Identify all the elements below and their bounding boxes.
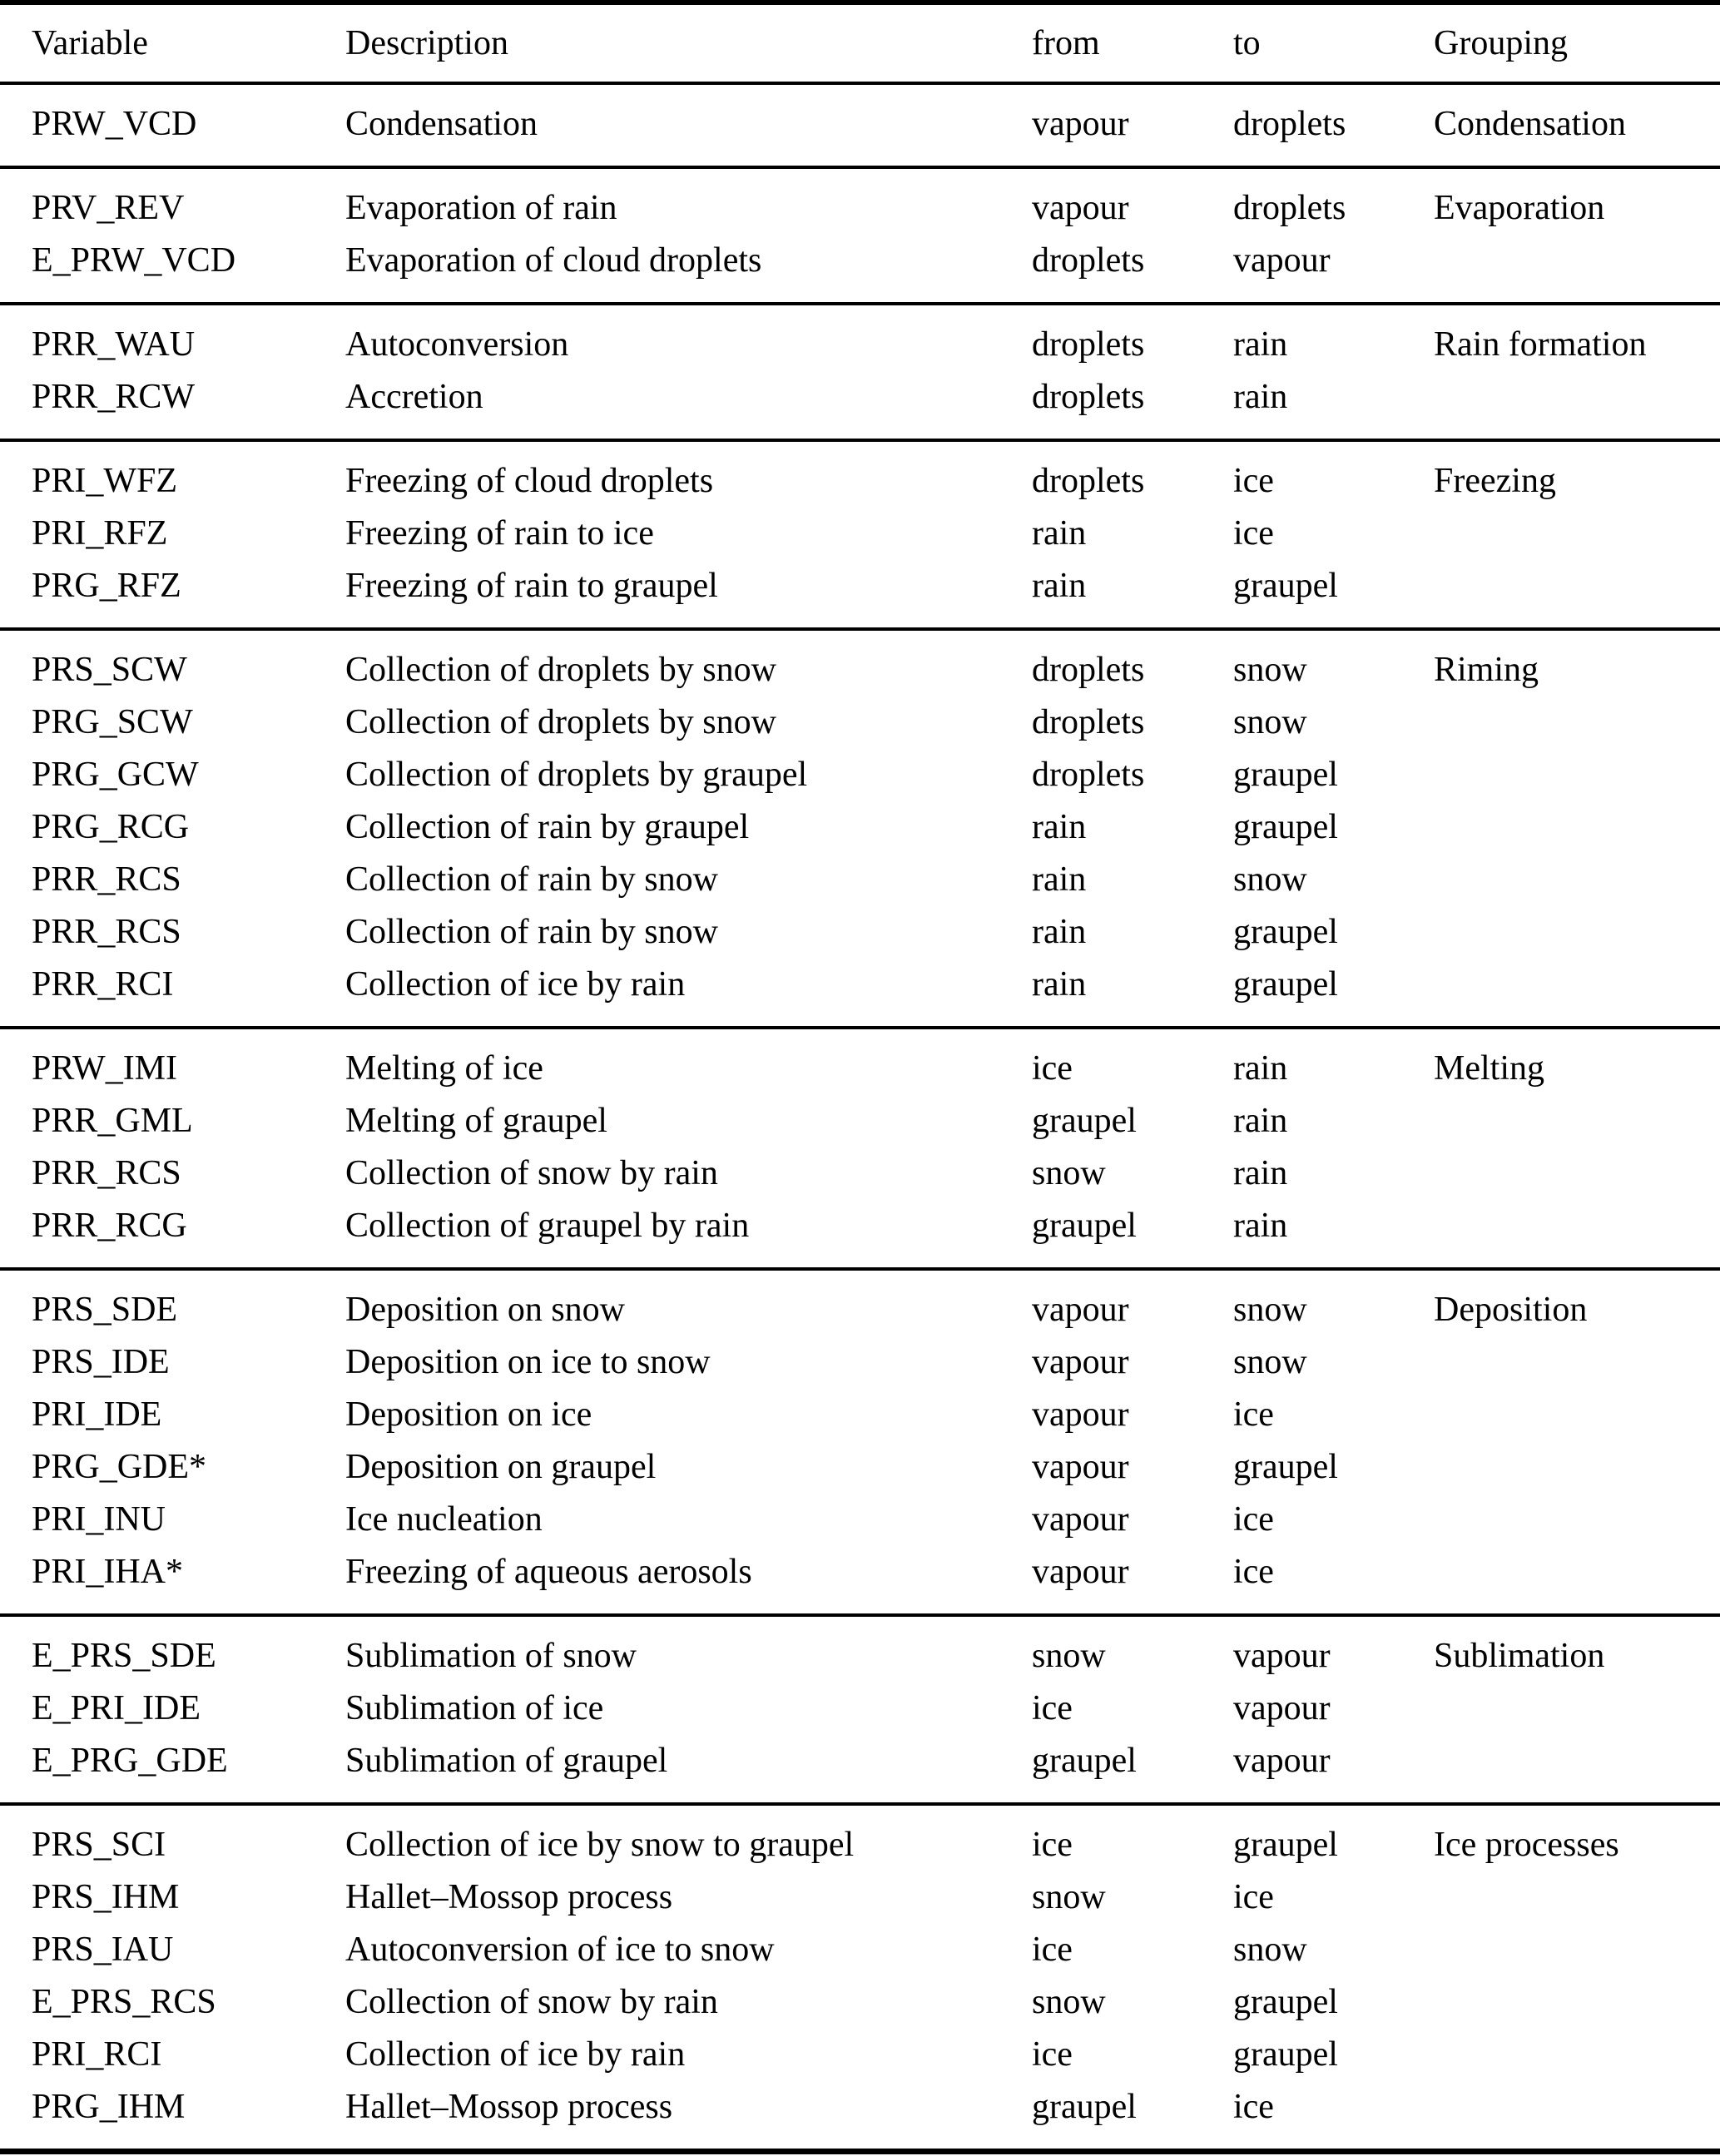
cell-variable: PRG_RCG bbox=[32, 808, 190, 846]
cell-to: snow bbox=[1233, 1930, 1307, 1969]
cell-description: Evaporation of rain bbox=[345, 189, 617, 227]
cell-from: ice bbox=[1032, 2035, 1073, 2074]
cell-grouping bbox=[1434, 235, 1720, 304]
cell-variable: E_PRS_RCS bbox=[32, 1983, 216, 2021]
cell-description: Sublimation of graupel bbox=[345, 1742, 668, 1780]
table-row bbox=[0, 167, 1720, 235]
cell-from: rain bbox=[1032, 567, 1087, 605]
cell-from: snow bbox=[1032, 1983, 1106, 2021]
cell-from: vapour bbox=[1032, 1291, 1129, 1329]
group-evaporation bbox=[0, 167, 1720, 304]
cell-grouping bbox=[1434, 371, 1720, 440]
cell-to: graupel bbox=[1233, 913, 1338, 951]
cell-from: snow bbox=[1032, 1154, 1106, 1192]
cell-variable: PRR_RCI bbox=[32, 965, 174, 1004]
cell-from: graupel bbox=[1032, 2088, 1137, 2126]
cell-grouping bbox=[1434, 696, 1720, 749]
table-row bbox=[0, 1546, 1720, 1615]
cell-from: droplets bbox=[1032, 651, 1145, 689]
cell-variable: PRS_IDE bbox=[32, 1343, 170, 1381]
group-condensation bbox=[0, 83, 1720, 167]
cell-variable: PRS_SCI bbox=[32, 1826, 166, 1864]
cell-grouping: Condensation bbox=[1434, 105, 1626, 143]
cell-variable: PRG_IHM bbox=[32, 2088, 186, 2126]
cell-to: snow bbox=[1233, 860, 1307, 899]
cell-description: Collection of ice by rain bbox=[345, 965, 686, 1004]
cell-description: Freezing of rain to graupel bbox=[345, 567, 718, 605]
cell-description: Collection of droplets by snow bbox=[345, 703, 776, 741]
cell-grouping bbox=[1434, 906, 1720, 959]
table-row bbox=[0, 854, 1720, 906]
cell-variable: PRW_IMI bbox=[32, 1049, 178, 1088]
cell-to: graupel bbox=[1233, 1983, 1338, 2021]
cell-from: ice bbox=[1032, 1930, 1073, 1969]
table-row bbox=[0, 1924, 1720, 1976]
cell-to: snow bbox=[1233, 1291, 1307, 1329]
cell-to: ice bbox=[1233, 462, 1274, 500]
cell-description: Freezing of rain to ice bbox=[345, 514, 654, 553]
table-row bbox=[0, 1804, 1720, 1871]
cell-grouping bbox=[1434, 1546, 1720, 1615]
cell-grouping bbox=[1434, 1494, 1720, 1546]
cell-variable: PRG_GCW bbox=[32, 756, 199, 794]
cell-variable: PRI_RCI bbox=[32, 2035, 162, 2074]
cell-to: graupel bbox=[1233, 567, 1338, 605]
cell-from: rain bbox=[1032, 514, 1087, 553]
cell-grouping bbox=[1434, 1200, 1720, 1269]
cell-grouping: Freezing bbox=[1434, 462, 1556, 500]
cell-description: Freezing of cloud droplets bbox=[345, 462, 714, 500]
table-row bbox=[0, 629, 1720, 696]
cell-to: vapour bbox=[1233, 1742, 1331, 1780]
cell-grouping: Sublimation bbox=[1434, 1637, 1605, 1675]
cell-grouping bbox=[1434, 2029, 1720, 2081]
cell-to: snow bbox=[1233, 1343, 1307, 1381]
cell-to: rain bbox=[1233, 1049, 1288, 1088]
cell-variable: PRG_SCW bbox=[32, 703, 193, 741]
cell-grouping: Ice processes bbox=[1434, 1826, 1619, 1864]
cell-from: ice bbox=[1032, 1826, 1073, 1864]
cell-variable: E_PRS_SDE bbox=[32, 1637, 216, 1675]
cell-from: ice bbox=[1032, 1689, 1073, 1727]
cell-description: Collection of rain by graupel bbox=[345, 808, 750, 846]
table-row bbox=[0, 83, 1720, 167]
cell-to: graupel bbox=[1233, 808, 1338, 846]
table-row bbox=[0, 1615, 1720, 1683]
cell-to: snow bbox=[1233, 651, 1307, 689]
cell-variable: PRR_RCG bbox=[32, 1207, 187, 1245]
cell-to: ice bbox=[1233, 1500, 1274, 1539]
cell-from: droplets bbox=[1032, 378, 1145, 416]
cell-variable: PRG_RFZ bbox=[32, 567, 181, 605]
cell-grouping bbox=[1434, 801, 1720, 854]
cell-from: droplets bbox=[1032, 703, 1145, 741]
cell-to: rain bbox=[1233, 1207, 1288, 1245]
cell-description: Deposition on ice to snow bbox=[345, 1343, 711, 1381]
cell-description: Melting of ice bbox=[345, 1049, 543, 1088]
column-header-description: Description bbox=[345, 24, 508, 62]
cell-variable: PRR_RCW bbox=[32, 378, 196, 416]
cell-variable: E_PRW_VCD bbox=[32, 241, 236, 280]
cell-from: graupel bbox=[1032, 1102, 1137, 1140]
table-row bbox=[0, 371, 1720, 440]
cell-variable: PRS_SCW bbox=[32, 651, 187, 689]
cell-to: rain bbox=[1233, 1102, 1288, 1140]
cell-grouping: Melting bbox=[1434, 1049, 1544, 1088]
group-rain-formation bbox=[0, 304, 1720, 440]
cell-from: rain bbox=[1032, 808, 1087, 846]
table-header bbox=[0, 2, 1720, 83]
table-row bbox=[0, 1028, 1720, 1095]
cell-variable: PRR_RCS bbox=[32, 913, 181, 951]
table-row bbox=[0, 959, 1720, 1028]
table-row bbox=[0, 1494, 1720, 1546]
cell-description: Evaporation of cloud droplets bbox=[345, 241, 762, 280]
cell-variable: E_PRG_GDE bbox=[32, 1742, 228, 1780]
table-row bbox=[0, 1976, 1720, 2029]
column-header-from: from bbox=[1032, 24, 1100, 62]
cell-grouping: Rain formation bbox=[1434, 325, 1647, 364]
cell-from: vapour bbox=[1032, 189, 1129, 227]
cell-description: Condensation bbox=[345, 105, 538, 143]
cell-grouping bbox=[1434, 2081, 1720, 2152]
cell-variable: PRI_WFZ bbox=[32, 462, 178, 500]
cell-from: vapour bbox=[1032, 105, 1129, 143]
group-melting bbox=[0, 1028, 1720, 1269]
table-row bbox=[0, 1095, 1720, 1147]
cell-grouping bbox=[1434, 1871, 1720, 1924]
cell-variable: PRR_RCS bbox=[32, 1154, 181, 1192]
cell-from: rain bbox=[1032, 860, 1087, 899]
cell-from: droplets bbox=[1032, 756, 1145, 794]
cell-to: vapour bbox=[1233, 1689, 1331, 1727]
cell-to: rain bbox=[1233, 1154, 1288, 1192]
cell-to: ice bbox=[1233, 1553, 1274, 1591]
table-row bbox=[0, 1871, 1720, 1924]
cell-variable: PRV_REV bbox=[32, 189, 185, 227]
cell-grouping: Evaporation bbox=[1434, 189, 1605, 227]
table-row bbox=[0, 304, 1720, 371]
cell-variable: PRG_GDE* bbox=[32, 1448, 207, 1486]
cell-from: vapour bbox=[1032, 1343, 1129, 1381]
group-riming bbox=[0, 629, 1720, 1028]
table-row bbox=[0, 906, 1720, 959]
cell-description: Deposition on graupel bbox=[345, 1448, 657, 1486]
cell-from: rain bbox=[1032, 913, 1087, 951]
group-sublimation bbox=[0, 1615, 1720, 1804]
table-row bbox=[0, 801, 1720, 854]
table-row bbox=[0, 2029, 1720, 2081]
cell-description: Hallet–Mossop process bbox=[345, 1878, 673, 1916]
cell-from: graupel bbox=[1032, 1742, 1137, 1780]
cell-to: ice bbox=[1233, 514, 1274, 553]
cell-to: graupel bbox=[1233, 1448, 1338, 1486]
cell-from: vapour bbox=[1032, 1500, 1129, 1539]
table-row bbox=[0, 440, 1720, 508]
cell-grouping: Riming bbox=[1434, 651, 1539, 689]
table-row bbox=[0, 560, 1720, 629]
cell-from: droplets bbox=[1032, 462, 1145, 500]
cell-to: graupel bbox=[1233, 1826, 1338, 1864]
cell-grouping bbox=[1434, 1976, 1720, 2029]
cell-description: Deposition on snow bbox=[345, 1291, 625, 1329]
cell-description: Freezing of aqueous aerosols bbox=[345, 1553, 752, 1591]
cell-to: droplets bbox=[1233, 189, 1346, 227]
table-row bbox=[0, 749, 1720, 801]
cell-description: Collection of droplets by snow bbox=[345, 651, 776, 689]
column-header-variable: Variable bbox=[32, 24, 148, 62]
cell-from: vapour bbox=[1032, 1553, 1129, 1591]
cell-description: Collection of droplets by graupel bbox=[345, 756, 808, 794]
table-row bbox=[0, 696, 1720, 749]
cell-description: Deposition on ice bbox=[345, 1395, 592, 1434]
cell-from: vapour bbox=[1032, 1395, 1129, 1434]
cell-variable: PRI_INU bbox=[32, 1500, 166, 1539]
cell-from: snow bbox=[1032, 1637, 1106, 1675]
cell-from: vapour bbox=[1032, 1448, 1129, 1486]
cell-description: Collection of graupel by rain bbox=[345, 1207, 750, 1245]
cell-variable: PRI_IHA* bbox=[32, 1553, 184, 1591]
group-deposition bbox=[0, 1269, 1720, 1615]
cell-variable: PRS_SDE bbox=[32, 1291, 178, 1329]
table-row bbox=[0, 1389, 1720, 1441]
header-row bbox=[0, 2, 1720, 83]
cell-variable: PRS_IAU bbox=[32, 1930, 174, 1969]
cell-grouping bbox=[1434, 560, 1720, 629]
table-row bbox=[0, 235, 1720, 304]
cell-grouping bbox=[1434, 1095, 1720, 1147]
table-row bbox=[0, 1735, 1720, 1804]
cell-description: Autoconversion bbox=[345, 325, 569, 364]
cell-to: graupel bbox=[1233, 2035, 1338, 2074]
cell-to: vapour bbox=[1233, 1637, 1331, 1675]
cell-grouping: Deposition bbox=[1434, 1291, 1588, 1329]
cell-description: Collection of ice by rain bbox=[345, 2035, 686, 2074]
cell-variable: PRW_VCD bbox=[32, 105, 197, 143]
cell-variable: PRR_WAU bbox=[32, 325, 196, 364]
cell-grouping bbox=[1434, 1441, 1720, 1494]
cell-grouping bbox=[1434, 1389, 1720, 1441]
cell-variable: PRI_RFZ bbox=[32, 514, 168, 553]
cell-description: Collection of rain by snow bbox=[345, 860, 718, 899]
cell-to: graupel bbox=[1233, 965, 1338, 1004]
cell-grouping bbox=[1434, 508, 1720, 560]
cell-description: Collection of ice by snow to graupel bbox=[345, 1826, 855, 1864]
table-row bbox=[0, 1147, 1720, 1200]
cell-description: Autoconversion of ice to snow bbox=[345, 1930, 775, 1969]
cell-to: rain bbox=[1233, 378, 1288, 416]
table-row bbox=[0, 508, 1720, 560]
cell-grouping bbox=[1434, 959, 1720, 1028]
cell-description: Collection of rain by snow bbox=[345, 913, 718, 951]
cell-description: Ice nucleation bbox=[345, 1500, 543, 1539]
cell-grouping bbox=[1434, 1924, 1720, 1976]
group-freezing bbox=[0, 440, 1720, 629]
cell-description: Sublimation of ice bbox=[345, 1689, 604, 1727]
cell-description: Sublimation of snow bbox=[345, 1637, 637, 1675]
cell-to: droplets bbox=[1233, 105, 1346, 143]
table-row bbox=[0, 1336, 1720, 1389]
cell-to: ice bbox=[1233, 2088, 1274, 2126]
cell-description: Hallet–Mossop process bbox=[345, 2088, 673, 2126]
cell-from: ice bbox=[1032, 1049, 1073, 1088]
cell-from: droplets bbox=[1032, 241, 1145, 280]
cell-to: ice bbox=[1233, 1878, 1274, 1916]
cell-to: snow bbox=[1233, 703, 1307, 741]
cell-grouping bbox=[1434, 854, 1720, 906]
cell-grouping bbox=[1434, 1336, 1720, 1389]
cell-from: snow bbox=[1032, 1878, 1106, 1916]
cell-variable: PRR_GML bbox=[32, 1102, 193, 1140]
cell-from: droplets bbox=[1032, 325, 1145, 364]
table-row bbox=[0, 1200, 1720, 1269]
cell-variable: PRI_IDE bbox=[32, 1395, 162, 1434]
cell-to: ice bbox=[1233, 1395, 1274, 1434]
cell-to: graupel bbox=[1233, 756, 1338, 794]
column-header-grouping: Grouping bbox=[1434, 24, 1568, 62]
cell-variable: PRS_IHM bbox=[32, 1878, 180, 1916]
group-ice-processes bbox=[0, 1804, 1720, 2152]
cell-to: vapour bbox=[1233, 241, 1331, 280]
cell-grouping bbox=[1434, 749, 1720, 801]
cell-grouping bbox=[1434, 1735, 1720, 1804]
table-row bbox=[0, 1269, 1720, 1336]
table-row bbox=[0, 1683, 1720, 1735]
cell-description: Accretion bbox=[345, 378, 483, 416]
cell-grouping bbox=[1434, 1147, 1720, 1200]
column-header-to: to bbox=[1233, 24, 1261, 62]
cell-grouping bbox=[1434, 1683, 1720, 1735]
table-row bbox=[0, 2081, 1720, 2152]
cell-description: Collection of snow by rain bbox=[345, 1154, 718, 1192]
cell-variable: PRR_RCS bbox=[32, 860, 181, 899]
cell-variable: E_PRI_IDE bbox=[32, 1689, 201, 1727]
cell-from: graupel bbox=[1032, 1207, 1137, 1245]
cell-description: Collection of snow by rain bbox=[345, 1983, 718, 2021]
cell-from: rain bbox=[1032, 965, 1087, 1004]
table-row bbox=[0, 1441, 1720, 1494]
cell-description: Melting of graupel bbox=[345, 1102, 607, 1140]
cell-to: rain bbox=[1233, 325, 1288, 364]
